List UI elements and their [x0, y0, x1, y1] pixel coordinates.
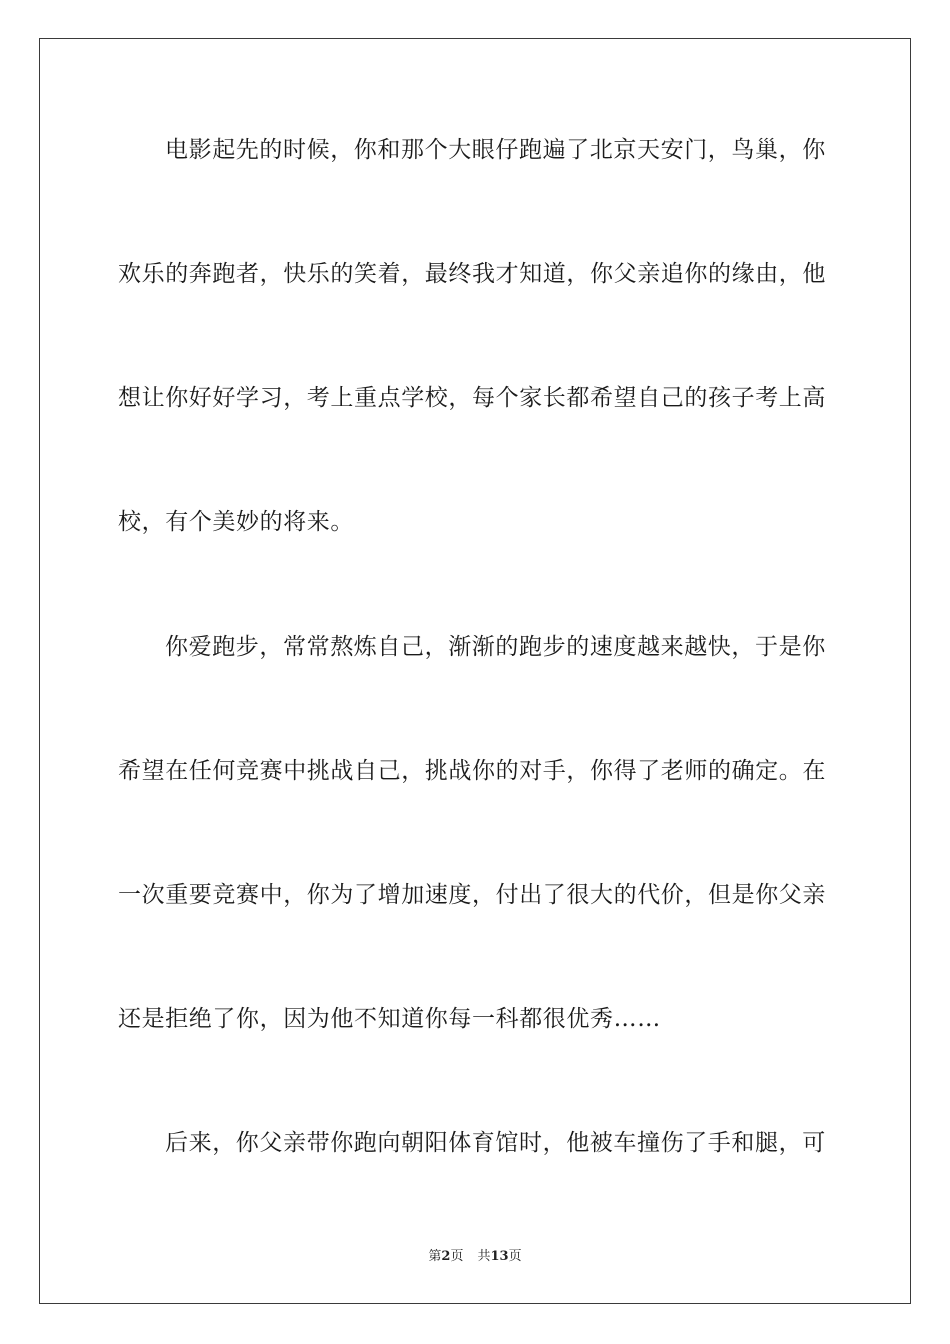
paragraph-2-line-2: 希望在任何竞赛中挑战自己，挑战你的对手，你得了老师的确定。在 — [118, 758, 826, 784]
total-label-prefix: 共 — [477, 1249, 491, 1264]
paragraph-2-line-4: 还是拒绝了你，因为他不知道你每一科都很优秀…… — [118, 1006, 661, 1032]
total-page-count: 13 — [490, 1249, 509, 1264]
page-footer — [0, 1248, 950, 1266]
paragraph-1-line-1: 电影起先的时候，你和那个大眼仔跑遍了北京天安门，鸟巢，你 — [165, 137, 826, 163]
page-label-suffix: 页 — [450, 1249, 464, 1264]
paragraph-2-line-1: 你爱跑步，常常熬炼自己，渐渐的跑步的速度越来越快，于是你 — [165, 634, 826, 660]
paragraph-1-line-2: 欢乐的奔跑者，快乐的笑着，最终我才知道，你父亲追你的缘由，他 — [118, 261, 826, 287]
page-border — [39, 38, 911, 1304]
current-page-number: 2 — [441, 1249, 451, 1264]
total-label-suffix: 页 — [508, 1249, 522, 1264]
paragraph-1-line-3: 想让你好好学习，考上重点学校，每个家长都希望自己的孩子考上高 — [118, 385, 826, 411]
paragraph-3-line-1: 后来，你父亲带你跑向朝阳体育馆时，他被车撞伤了手和腿，可 — [165, 1130, 826, 1156]
page-label-prefix: 第 — [428, 1249, 442, 1264]
paragraph-2-line-3: 一次重要竞赛中，你为了增加速度，付出了很大的代价，但是你父亲 — [118, 882, 826, 908]
paragraph-1-line-4: 校，有个美妙的将来。 — [118, 509, 354, 535]
